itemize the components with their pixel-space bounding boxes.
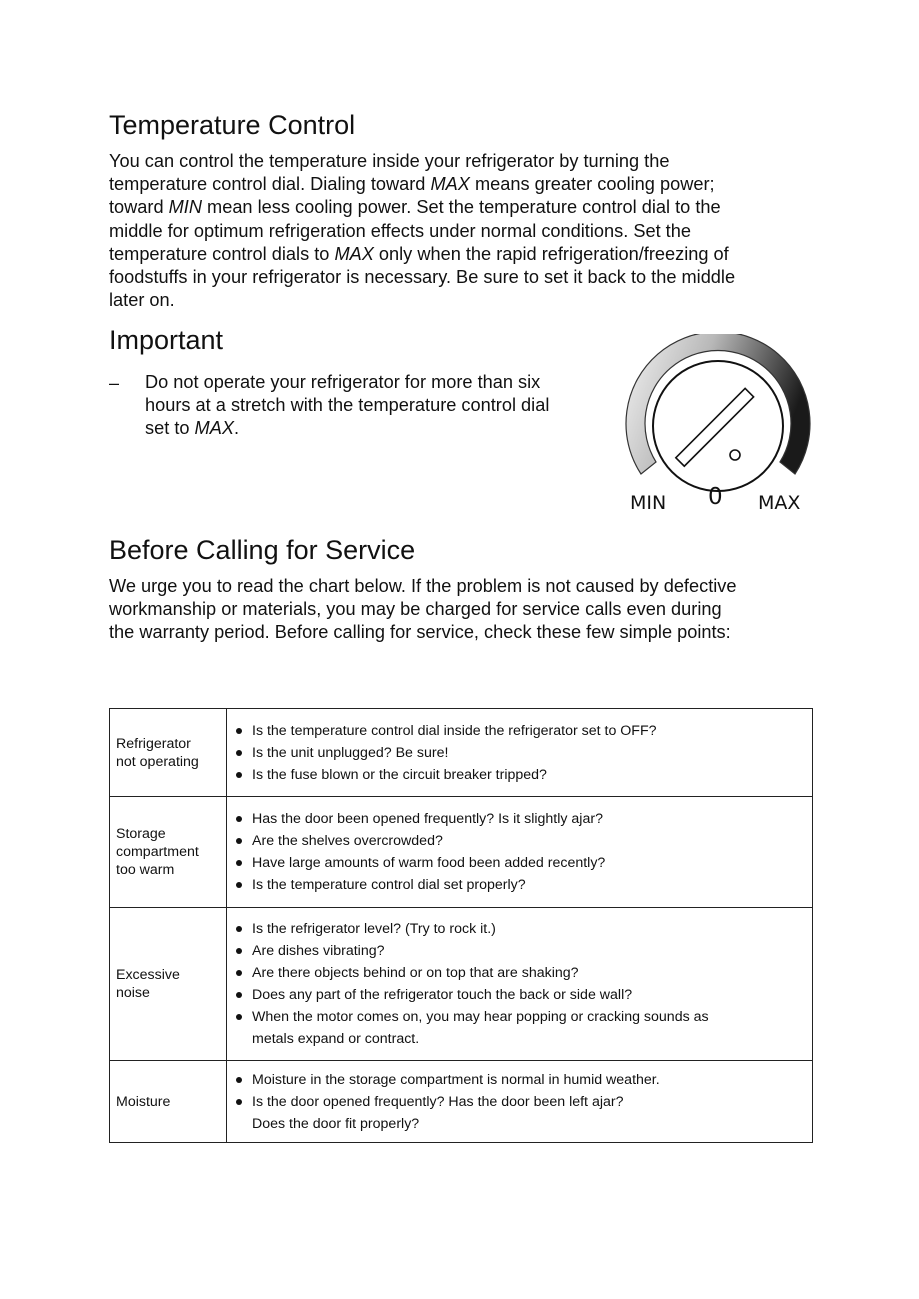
table-row [110,1061,813,1143]
list-item-text: metals expand or contract. [252,1031,420,1047]
list-item [235,830,804,852]
list-item-text: Are dishes vibrating? [252,943,385,959]
list-item [235,1006,804,1050]
list-dash: – [109,373,120,393]
list-item [235,984,804,1006]
category-text: Moisture [116,1093,171,1110]
table-row [110,908,813,1061]
emphasis-text: MAX [430,174,470,195]
text-line: temperature control dial. Dialing toward MAX means greater cooling power; [109,174,715,195]
text-line: later on. [109,290,175,311]
list-item-text: Is the temperature control dial inside the refrigerator set to OFF? [252,722,657,739]
text-line: temperature control dials to MAX only when the rapid refrigeration/freezing of [109,243,729,264]
dial-max-label: MAX [758,492,801,514]
category-text: too warm [116,862,175,878]
text-line: Do not operate your refrigerator for more than six [145,372,541,392]
text-line: You can control the temperature inside your refrigerator by turning the [109,151,670,171]
section-title-temperature-control: Temperature Control [109,110,356,140]
problem-category [110,1061,227,1143]
problem-category [110,709,227,797]
list-item-text: Does any part of the refrigerator touch the back or side wall? [252,987,633,1003]
list-item [235,742,804,764]
text-line: set to MAX. [145,418,240,439]
category-text: compartment [116,844,199,860]
category-text: noise [116,985,150,1001]
list-item-text: Moisture in the storage compartment is normal in humid weather. [252,1071,660,1088]
dial-min-label: MIN [630,492,667,514]
dial-indicator-dot [730,450,740,460]
list-item [235,1069,804,1091]
list-item-text: Are the shelves overcrowded? [252,833,443,849]
troubleshooting-table-body [110,709,813,1143]
list-item-text: Is the unit unplugged? Be sure! [252,744,449,761]
temperature-control-paragraph [109,150,735,312]
check-list [235,720,804,786]
list-item [235,874,804,896]
emphasis-text: MIN [168,197,202,218]
list-item [235,1091,804,1135]
text-line: foodstuffs in your refrigerator is necessary. Be sure to set it back to the middle [109,267,736,288]
list-item-text: Is the temperature control dial set properly? [252,877,526,893]
check-items [227,709,813,797]
list-item-text: Does the door fit properly? [252,1115,420,1132]
list-item-text: Is the door opened frequently? Has the door been left ajar? [252,1093,624,1110]
check-items [227,908,813,1061]
dial-zero-label: 0 [708,484,723,510]
list-item [235,918,804,940]
category-text: Excessive [116,967,180,983]
list-item [235,808,804,830]
list-item-text: Is the fuse blown or the circuit breaker tripped? [252,766,547,783]
check-list [235,1069,804,1135]
text-line: We urge you to read the chart below. If the problem is not caused by defective [109,576,737,596]
list-item [235,940,804,962]
section-title-important: Important [109,325,224,355]
emphasis-text: MAX [334,243,374,264]
important-paragraph [145,371,605,441]
problem-category [110,908,227,1061]
emphasis-text: MAX [194,418,234,439]
check-list [235,808,804,896]
text-line: toward MIN mean less cooling power. Set the temperature control dial to the [109,197,721,218]
problem-category [110,797,227,908]
list-item [235,852,804,874]
section-title-before-calling-for-service: Before Calling for Service [109,535,416,565]
list-item-text: Are there objects behind or on top that are shaking? [252,965,579,981]
category-text: Storage [116,826,166,842]
check-items [227,797,813,908]
temperature-dial-illustration [618,334,818,520]
category-text: not operating [116,753,199,770]
check-list [235,918,804,1050]
before-service-paragraph [109,575,737,645]
list-item-text: Have large amounts of warm food been added recently? [252,855,606,871]
check-items [227,1061,813,1143]
list-item-text: Has the door been opened frequently? Is it slightly ajar? [252,811,603,827]
list-item [235,764,804,786]
text-line: hours at a stretch with the temperature control dial [145,395,550,416]
text-line: workmanship or materials, you may be charged for service calls even during [109,599,722,620]
text-line: middle for optimum refrigeration effects under normal conditions. Set the [109,220,691,241]
table-row [110,709,813,797]
table-row [110,797,813,908]
list-item-text: When the motor comes on, you may hear popping or cracking sounds as [252,1009,709,1025]
troubleshooting-table [109,708,813,1143]
list-item [235,962,804,984]
list-item-text: Is the refrigerator level? (Try to rock it.) [252,921,496,937]
category-text: Refrigerator [116,735,191,752]
text-line: the warranty period. Before calling for service, check these few simple points: [109,622,731,643]
list-item [235,720,804,742]
